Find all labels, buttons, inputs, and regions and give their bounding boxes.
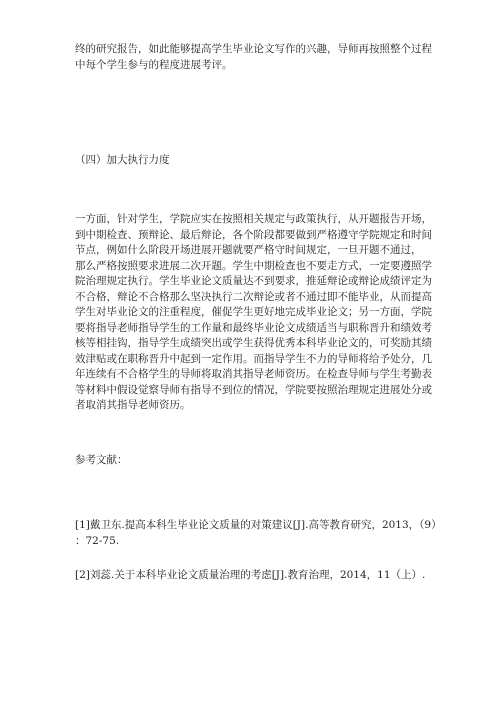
main-paragraph	[75, 212, 437, 414]
intro-paragraph	[75, 42, 437, 73]
reference-item	[75, 518, 442, 549]
paragraph-line: 等材料中假设觉察导师有指导不到位的情况，学院要按照治理规定进展处分或	[75, 383, 432, 396]
paragraph-line: 核等相挂钩，指导学生成绩突出或学生获得优秀本科毕业论文的，可奖励其绩	[75, 337, 432, 349]
paragraph-line: 不合格，辩论不合格那么坚决执行二次辩论或者不通过即不能毕业，从而提高	[75, 290, 432, 303]
reference-line: ：72-75.	[75, 534, 120, 547]
paragraph-line: 那么严格按照要求进展二次开题。学生中期检查也不要走方式，一定要遵照学	[75, 259, 432, 272]
reference-line: [1]戴卫东.提高本科生毕业论文质量的对策建议[J].高等教育研究，2013，（9）	[75, 519, 442, 531]
paragraph-line: 一方面，针对学生，学院应实在按照相关规定与政策执行，从开题报告开场，	[75, 213, 432, 225]
paragraph-line: 学生对毕业论文的注重程度，催促学生更好地完成毕业论文；另一方面，学院	[75, 306, 432, 318]
reference-line: [2]刘蕊.关于本科毕业论文质量治理的考虑[J].教育治理，2014，11（上）.	[75, 569, 426, 581]
paragraph-line: 年连续有不合格学生的导师将取消其指导老师资历。在检查导师与学生考勤表	[75, 368, 432, 380]
paragraph-line: 中每个学生参与的程度进展考评。	[75, 58, 233, 71]
paragraph-line: 者取消其指导老师资历。	[75, 399, 191, 411]
reference-item	[75, 568, 437, 584]
section-heading: （四）加大执行力度	[75, 154, 170, 166]
paragraph-line: 要将指导老师指导学生的工作量和最终毕业论文成绩适当与职称晋升和绩效考	[75, 321, 432, 334]
references-heading: 参考文献：	[75, 454, 128, 466]
paragraph-line: 终的研究报告，如此能够提高学生毕业论文写作的兴趣，导师再按照整个过程	[75, 43, 432, 55]
paragraph-line: 到中期检查、预辩论、最后辩论，各个阶段都要做到严格遵守学院规定和时间	[75, 228, 432, 241]
paragraph-line: 节点，例如什么阶段开场进展开题就要严格守时间规定，一旦开题不通过，	[75, 244, 422, 256]
paragraph-line: 效津贴或在职称晋升中起到一定作用。而指导学生不力的导师将给予处分，几	[75, 352, 432, 365]
paragraph-line: 院治理规定执行。学生毕业论文质量达不到要求，推延辩论或辩论成绩评定为	[75, 275, 432, 287]
